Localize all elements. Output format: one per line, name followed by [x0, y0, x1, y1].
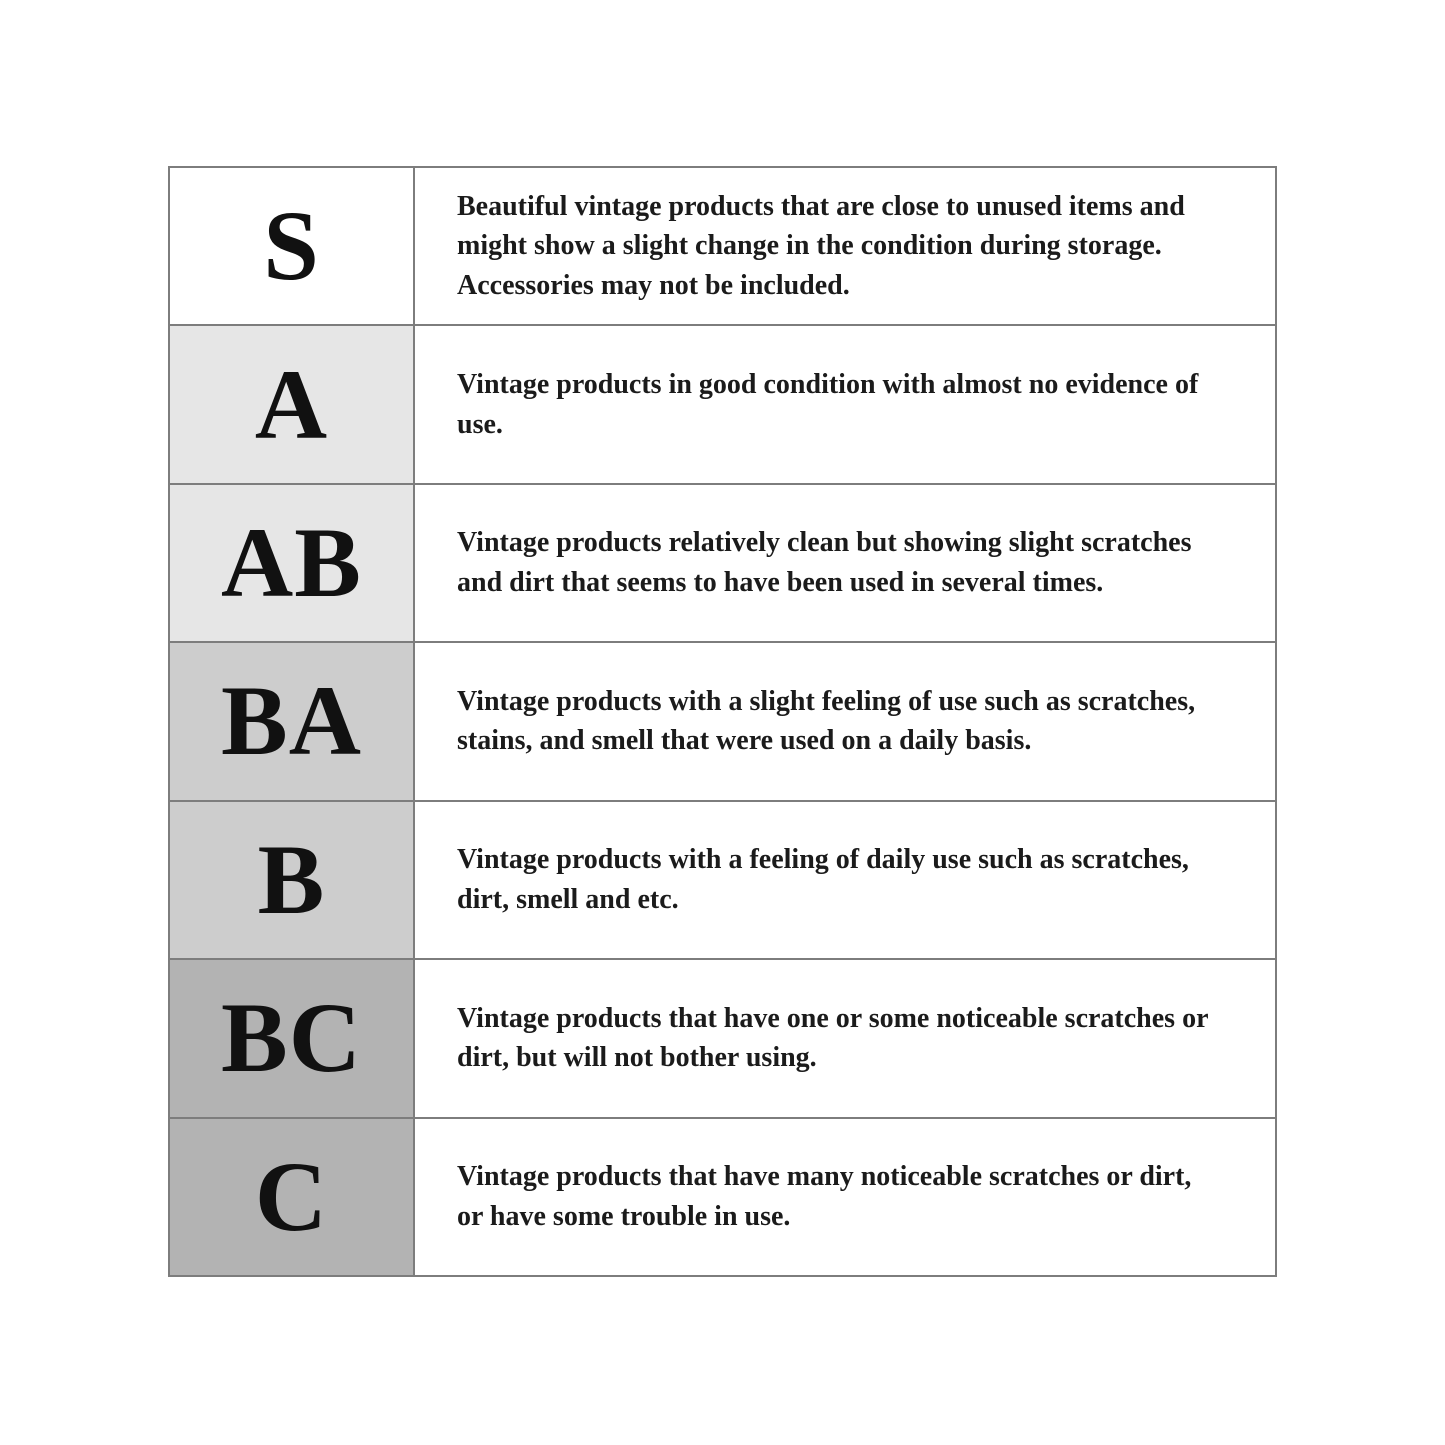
description-cell-c — [413, 1119, 1275, 1275]
grade-label: BA — [221, 665, 362, 777]
table-row-c — [170, 1117, 1275, 1275]
table-row-ab — [170, 483, 1275, 641]
grade-cell-b — [170, 802, 413, 958]
grade-label: B — [257, 823, 326, 935]
grade-cell-ba — [170, 643, 413, 799]
description-cell-ba — [413, 643, 1275, 799]
grade-cell-bc — [170, 960, 413, 1116]
table-row-ba — [170, 641, 1275, 799]
description-text: Vintage products that have one or some noticeable scratches or dirt, but will not bother using. — [457, 1002, 1208, 1074]
description-cell-s — [413, 168, 1275, 324]
grade-label: C — [254, 1140, 329, 1252]
description-cell-a — [413, 326, 1275, 482]
table-row-s — [170, 168, 1275, 324]
grade-cell-c — [170, 1119, 413, 1275]
description-text: Vintage products relatively clean but showing slight scratches and dirt that seems to have been used in several times. — [457, 527, 1192, 599]
grade-label: A — [254, 348, 329, 460]
description-cell-bc — [413, 960, 1275, 1116]
grade-label: AB — [221, 507, 362, 619]
table-row-b — [170, 800, 1275, 958]
description-text: Vintage products with a feeling of daily use such as scratches, dirt, smell and etc. — [457, 844, 1189, 915]
grade-cell-a — [170, 326, 413, 482]
description-cell-ab — [413, 485, 1275, 641]
description-text: Vintage products that have many noticeable scratches or dirt, or have some trouble in use. — [457, 1160, 1192, 1232]
description-text: Vintage products with a slight feeling of use such as scratches, stains, and smell that were used on a daily basis. — [457, 685, 1196, 757]
description-cell-b — [413, 802, 1275, 958]
grade-label: S — [263, 190, 320, 302]
grade-label: BC — [221, 982, 362, 1094]
description-text: Beautiful vintage products that are close to unused items and might show a slight change in the condition during storage. Accessories may not be included. — [457, 190, 1185, 302]
grade-cell-s — [170, 168, 413, 324]
table-row-a — [170, 324, 1275, 482]
condition-grade-table — [168, 166, 1277, 1277]
grade-cell-ab — [170, 485, 413, 641]
table-row-bc — [170, 958, 1275, 1116]
description-text: Vintage products in good condition with almost no evidence of use. — [457, 368, 1199, 440]
